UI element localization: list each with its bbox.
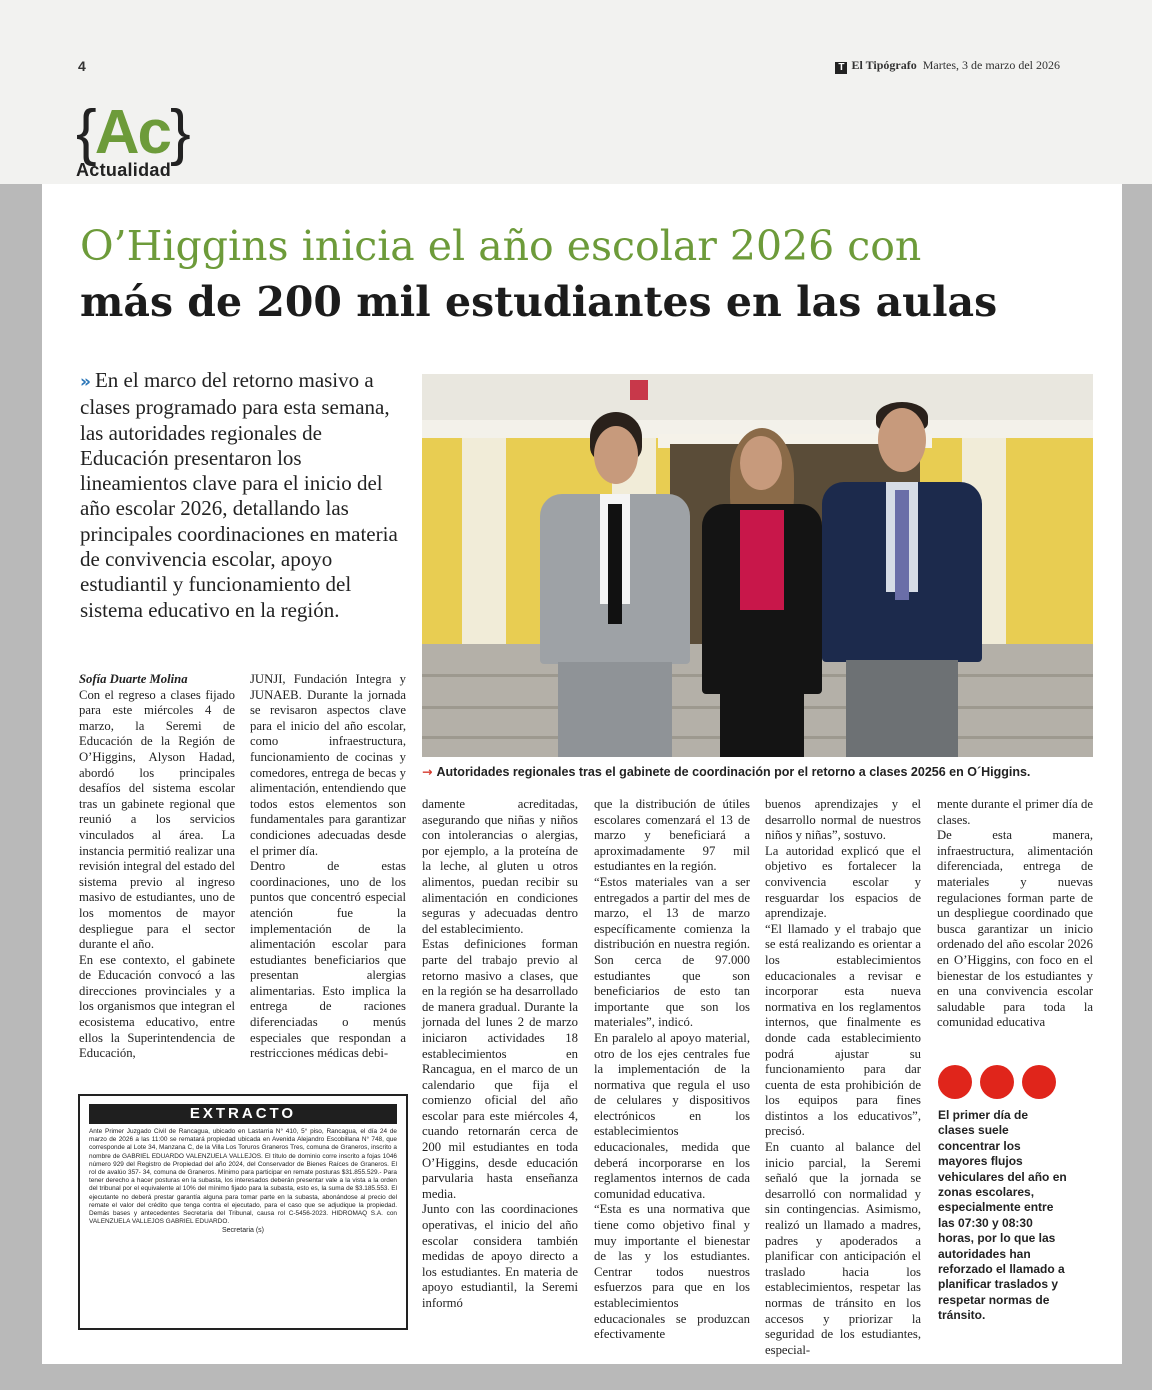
red-dot-icon [980,1065,1014,1099]
headline-line-1: O’Higgins inicia el año escolar 2026 con [80,222,922,270]
paragraph: Junto con las coordinaciones operativas, el inicio del año escolar considera también medidas de apoyo directo a los estudiantes. En materia de apoyo estudiantil, la Seremi informó [422,1202,578,1310]
section-mark [76,100,206,166]
paragraph: En cuanto al balance del inicio parcial, la Seremi señaló que la jornada se desarrolló con normalidad y sin contingencias. Asimismo, realizó un llamado a madres, padres y apoderados a planificar con anticipación el traslado hacia los establecimientos, respetar las normas de tránsito en los accesos y priorizar la seguridad de los estudiantes, especial- [765,1140,921,1357]
section-label: Actualidad [76,160,172,180]
paragraph: Estas definiciones forman parte del trabajo previo al retorno masivo a clases, que en la región se ha desarrollado de manera gradual. Durante la jornada del lunes 2 de marzo iniciaron actividades 18 establecimientos en Rancagua, en el marco de un calendario que fija el comienzo oficial del año escolar para este miércoles 4, cuando retornarán cerca de 200 mil estudiantes en toda O’Higgins, desde educación parvularia hasta enseñanza media. [422,937,578,1201]
paragraph: buenos aprendizajes y el desarrollo normal de nuestros niños y niñas”, sostuvo. [765,797,921,843]
person-left [540,404,690,757]
paragraph: que la distribución de útiles escolares comenzará el 13 de marzo y beneficiará a aproximadamente 97 mil estudiantes en la región. [594,797,750,874]
article-column-2 [250,672,406,1062]
paragraph: “El llamado y el trabajo que se está realizando es orientar a los establecimientos educacionales a revisar e incorporar esta nueva normativa en los reglamentos internos, que finalmente es donde cada establecimiento podrá ajustar su funcionamiento para dar cuenta de esta prohibición de los equipos para fines distintos a los educativos”, precisó. [765,921,921,1139]
red-dots-decoration [938,1065,1068,1099]
person-center [702,424,822,757]
article-photo [422,374,1093,757]
masthead [835,58,1060,74]
paragraph: JUNJI, Fundación Integra y JUNAEB. Durante la jornada se revisaron aspectos clave para el inicio del año escolar, como infraestructura, funcionamiento de cocinas y comedores, entrega de becas y alimentación, entendiendo que todos estos elementos son fundamentales para garantizar condiciones adecuadas desde el primer día. [250,672,406,858]
sidebar-note: El primer día de clases suele concentrar los mayores flujos vehiculares del año en zonas escolares, especialmente entre las 07:30 y 08:30 horas, por lo que las autoridades han reforzado el llamado a planificar traslados y respetar normas de tránsito. [938,1108,1067,1323]
article-column-5 [765,797,921,1358]
legal-notice-box [78,1094,408,1330]
newspaper-name: El Tipógrafo [851,58,917,72]
section-logo [76,100,206,181]
legal-notice-body: Ante Primer Juzgado Civil de Rancagua, ubicado en Lastarria N° 410, 5° piso, Rancagua, el día 24 de marzo de 2026 a las 11:00 se rematará propiedad ubicada en Avenida Alejandro Escobillana N° 748, que corresponde al Lote 34, Manzana C, de la Villa Los Toruros Graneros Tres, comuna de Graneros, inscrito a nombre de GABRIEL EDUARDO VALENZUELA VALLEJOS. El título de dominio corre inscrito a fojas 1046 número 929 del Registro de Propiedad del año 2024, del Conservador de Bienes Raíces de Graneros. El rol de avalúo 357- 34, comuna de Graneros. Mínimo para participar en remate posturas $31.855.529.- Para tener derecho a hacer posturas en la subasta, los interesados deberán presentar vale a la vista a la orden del tribunal por el equivalente al 10% del mínimo fijado para la subasta, esto es, la suma de $3.185.553. El ejecutante no deberá prestar garantía alguna para tomar parte en la subasta, abonándose al precio del remate el valor del crédito que tenga contra el ejecutado, para el caso que se adjudique la propiedad. Demás bases y antecedentes Secretaría del Tribunal, causa rol C-5456-2023. HIDROMAQ S.A. con VALENZUELA VALLEJOS GABRIEL EDUARDO. [89,1128,397,1226]
caption-text: Autoridades regionales tras el gabinete de coordinación por el retorno a clases 20256 en O´Higgins. [436,765,1031,779]
issue-date: Martes, 3 de marzo del 2026 [922,58,1060,72]
headline [80,218,1090,330]
paragraph: “Esta es una normativa que tiene como objetivo final y muy importante el bienestar de las y los estudiantes. Centrar todos nuestros esfuerzos para que en los establecimientos educacionales se produzcan efectivamente [594,1202,750,1342]
article-column-3 [422,797,578,1312]
lead-text: En el marco del retorno masivo a clases programado para esta semana, las autoridades regionales de Educación presentaron los lineamientos clave para el inicio del año escolar 2026, detallando las principales coordinaciones en materia de convivencia escolar, apoyo estudiantil y funcionamiento del sistema educativo en la región. [80,368,398,622]
paragraph: mente durante el primer día de clases. [937,797,1093,827]
paragraph: De esta manera, infraestructura, alimentación diferenciada, entrega de materiales y nuevas regulaciones forman parte de un despliegue coordinado que busca garantizar un inicio ordenado del año escolar 2026 en O’Higgins, con foco en el bienestar de los estudiantes y en una convivencia escolar saludable para toda la comunidad educativa [937,828,1093,1030]
article-column-4 [594,797,750,1343]
red-dot-icon [938,1065,972,1099]
article-column-6 [937,797,1093,1031]
paragraph: “Estos materiales van a ser entregados a partir del mes de marzo, el 13 de marzo específicamente comienza la distribución en nuestra región. Son cerca de 97.000 estudiantes que son beneficiarios de esto tan importante que son los materiales”, indicó. [594,874,750,1030]
arrow-right-icon: → [422,764,433,779]
byline: Sofía Duarte Molina [79,672,188,686]
page-number: 4 [78,58,86,74]
legal-notice-title: EXTRACTO [89,1104,397,1124]
section-code: Ac [94,98,170,167]
lead-paragraph [80,368,410,623]
paragraph: Dentro de estas coordinaciones, uno de los puntos que concentró especial atención fue la implementación de la alimentación escolar para estudiantes beneficiarios que presentan alergias alimentarias. Esto implica la entrega de raciones diferenciadas o menús especiales que respondan a restricciones médicas debi- [250,859,406,1061]
newspaper-logo-icon: T [835,62,847,74]
paragraph: En ese contexto, el gabinete de Educación convocó a las direcciones provinciales y a los organismos que integran el ecosistema educativo, entre ellos la Superintendencia de Educación, [79,952,235,1061]
article-column-1 [79,672,235,1062]
legal-notice-signature: Secretaria (s) [221,1227,264,1235]
chevron-icon: » [80,372,91,392]
paragraph: En paralelo al apoyo material, otro de los ejes centrales fue la implementación de la normativa que regula el uso de celulares y dispositivos electrónicos en los establecimientos educacionales, medida que deberá incorporarse en los reglamentos internos de cada comunidad educativa. [594,1030,750,1201]
person-right [822,394,982,757]
flag-icon [630,380,648,400]
brace-close: } [169,98,189,167]
brace-open: { [76,98,95,167]
paragraph: La autoridad explicó que el objetivo es fortalecer la convivencia escolar y resguardar los espacios de aprendizaje. [765,843,921,921]
paragraph: damente acreditadas, asegurando que niñas y niños con intolerancias o alergias, por ejemplo, a la proteína de la leche, al gluten u otros alimentos, puedan recibir su alimentación en condiciones seguras y adecuadas dentro del establecimiento. [422,797,578,936]
photo-caption [422,764,1094,779]
red-dot-icon [1022,1065,1056,1099]
paragraph: Con el regreso a clases fijado para este miércoles 4 de marzo, la Seremi de Educación de la Región de O’Higgins, Alyson Hadad, abordó los principales desafíos del sistema escolar tras un gabinete regional que reunió a los servicios vinculados al área. La instancia permitió realizar una revisión integral del estado del sistema previo al ingreso masivo de estudiantes, uno de los momentos de mayor despliegue para el sector durante el año. [79,687,235,952]
headline-line-2: más de 200 mil estudiantes en las aulas [80,278,998,326]
